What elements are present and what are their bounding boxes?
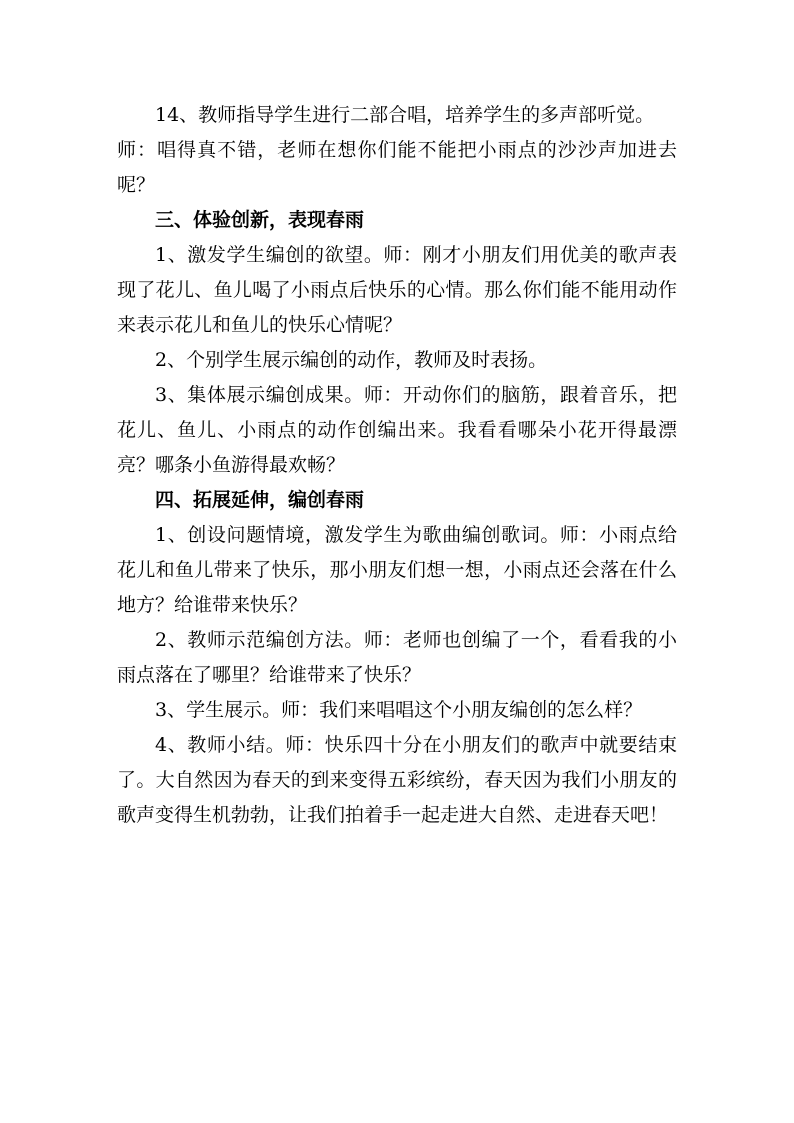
- paragraph-teacher-rain-sound: 师：唱得真不错，老师在想你们能不能把小雨点的沙沙声加进去呢？: [117, 139, 677, 196]
- paragraph-4-1: 1、创设问题情境，激发学生为歌曲编创歌词。师：小雨点给花儿和鱼儿带来了快乐，那小朋友们想一想，小雨点还会落在什么地方？给谁带来快乐？: [117, 524, 677, 616]
- section-heading-3: 三、体验创新，表现春雨: [155, 209, 365, 231]
- section-heading-4: 四、拓展延伸，编创春雨: [155, 489, 365, 511]
- paragraph-3-1: 1、激发学生编创的欲望。师：刚才小朋友们用优美的歌声表现了花儿、鱼儿喝了小雨点后快乐的心情。那么你们能不能用动作来表示花儿和鱼儿的快乐心情呢？: [117, 244, 677, 336]
- paragraph-14-chorus: 14、教师指导学生进行二部合唱，培养学生的多声部听觉。: [155, 104, 655, 126]
- paragraph-4-3: 3、学生展示。师：我们来唱唱这个小朋友编创的怎么样？: [155, 699, 643, 721]
- paragraph-3-2: 2、个别学生展示编创的动作，教师及时表扬。: [155, 349, 548, 371]
- paragraph-4-4: 4、教师小结。师：快乐四十分在小朋友们的歌声中就要结束了。大自然因为春天的到来变得五彩缤纷，春天因为我们小朋友的歌声变得生机勃勃，让我们拍着手一起走进大自然、走进春天吧！: [117, 734, 677, 826]
- paragraph-3-3: 3、集体展示编创成果。师：开动你们的脑筋，跟着音乐，把花儿、鱼儿、小雨点的动作创编出来。我看看哪朵小花开得最漂亮？哪条小鱼游得最欢畅？: [117, 384, 677, 476]
- paragraph-4-2: 2、教师示范编创方法。师：老师也创编了一个，看看我的小雨点落在了哪里？给谁带来了快乐？: [117, 629, 677, 686]
- document-body: [117, 98, 677, 833]
